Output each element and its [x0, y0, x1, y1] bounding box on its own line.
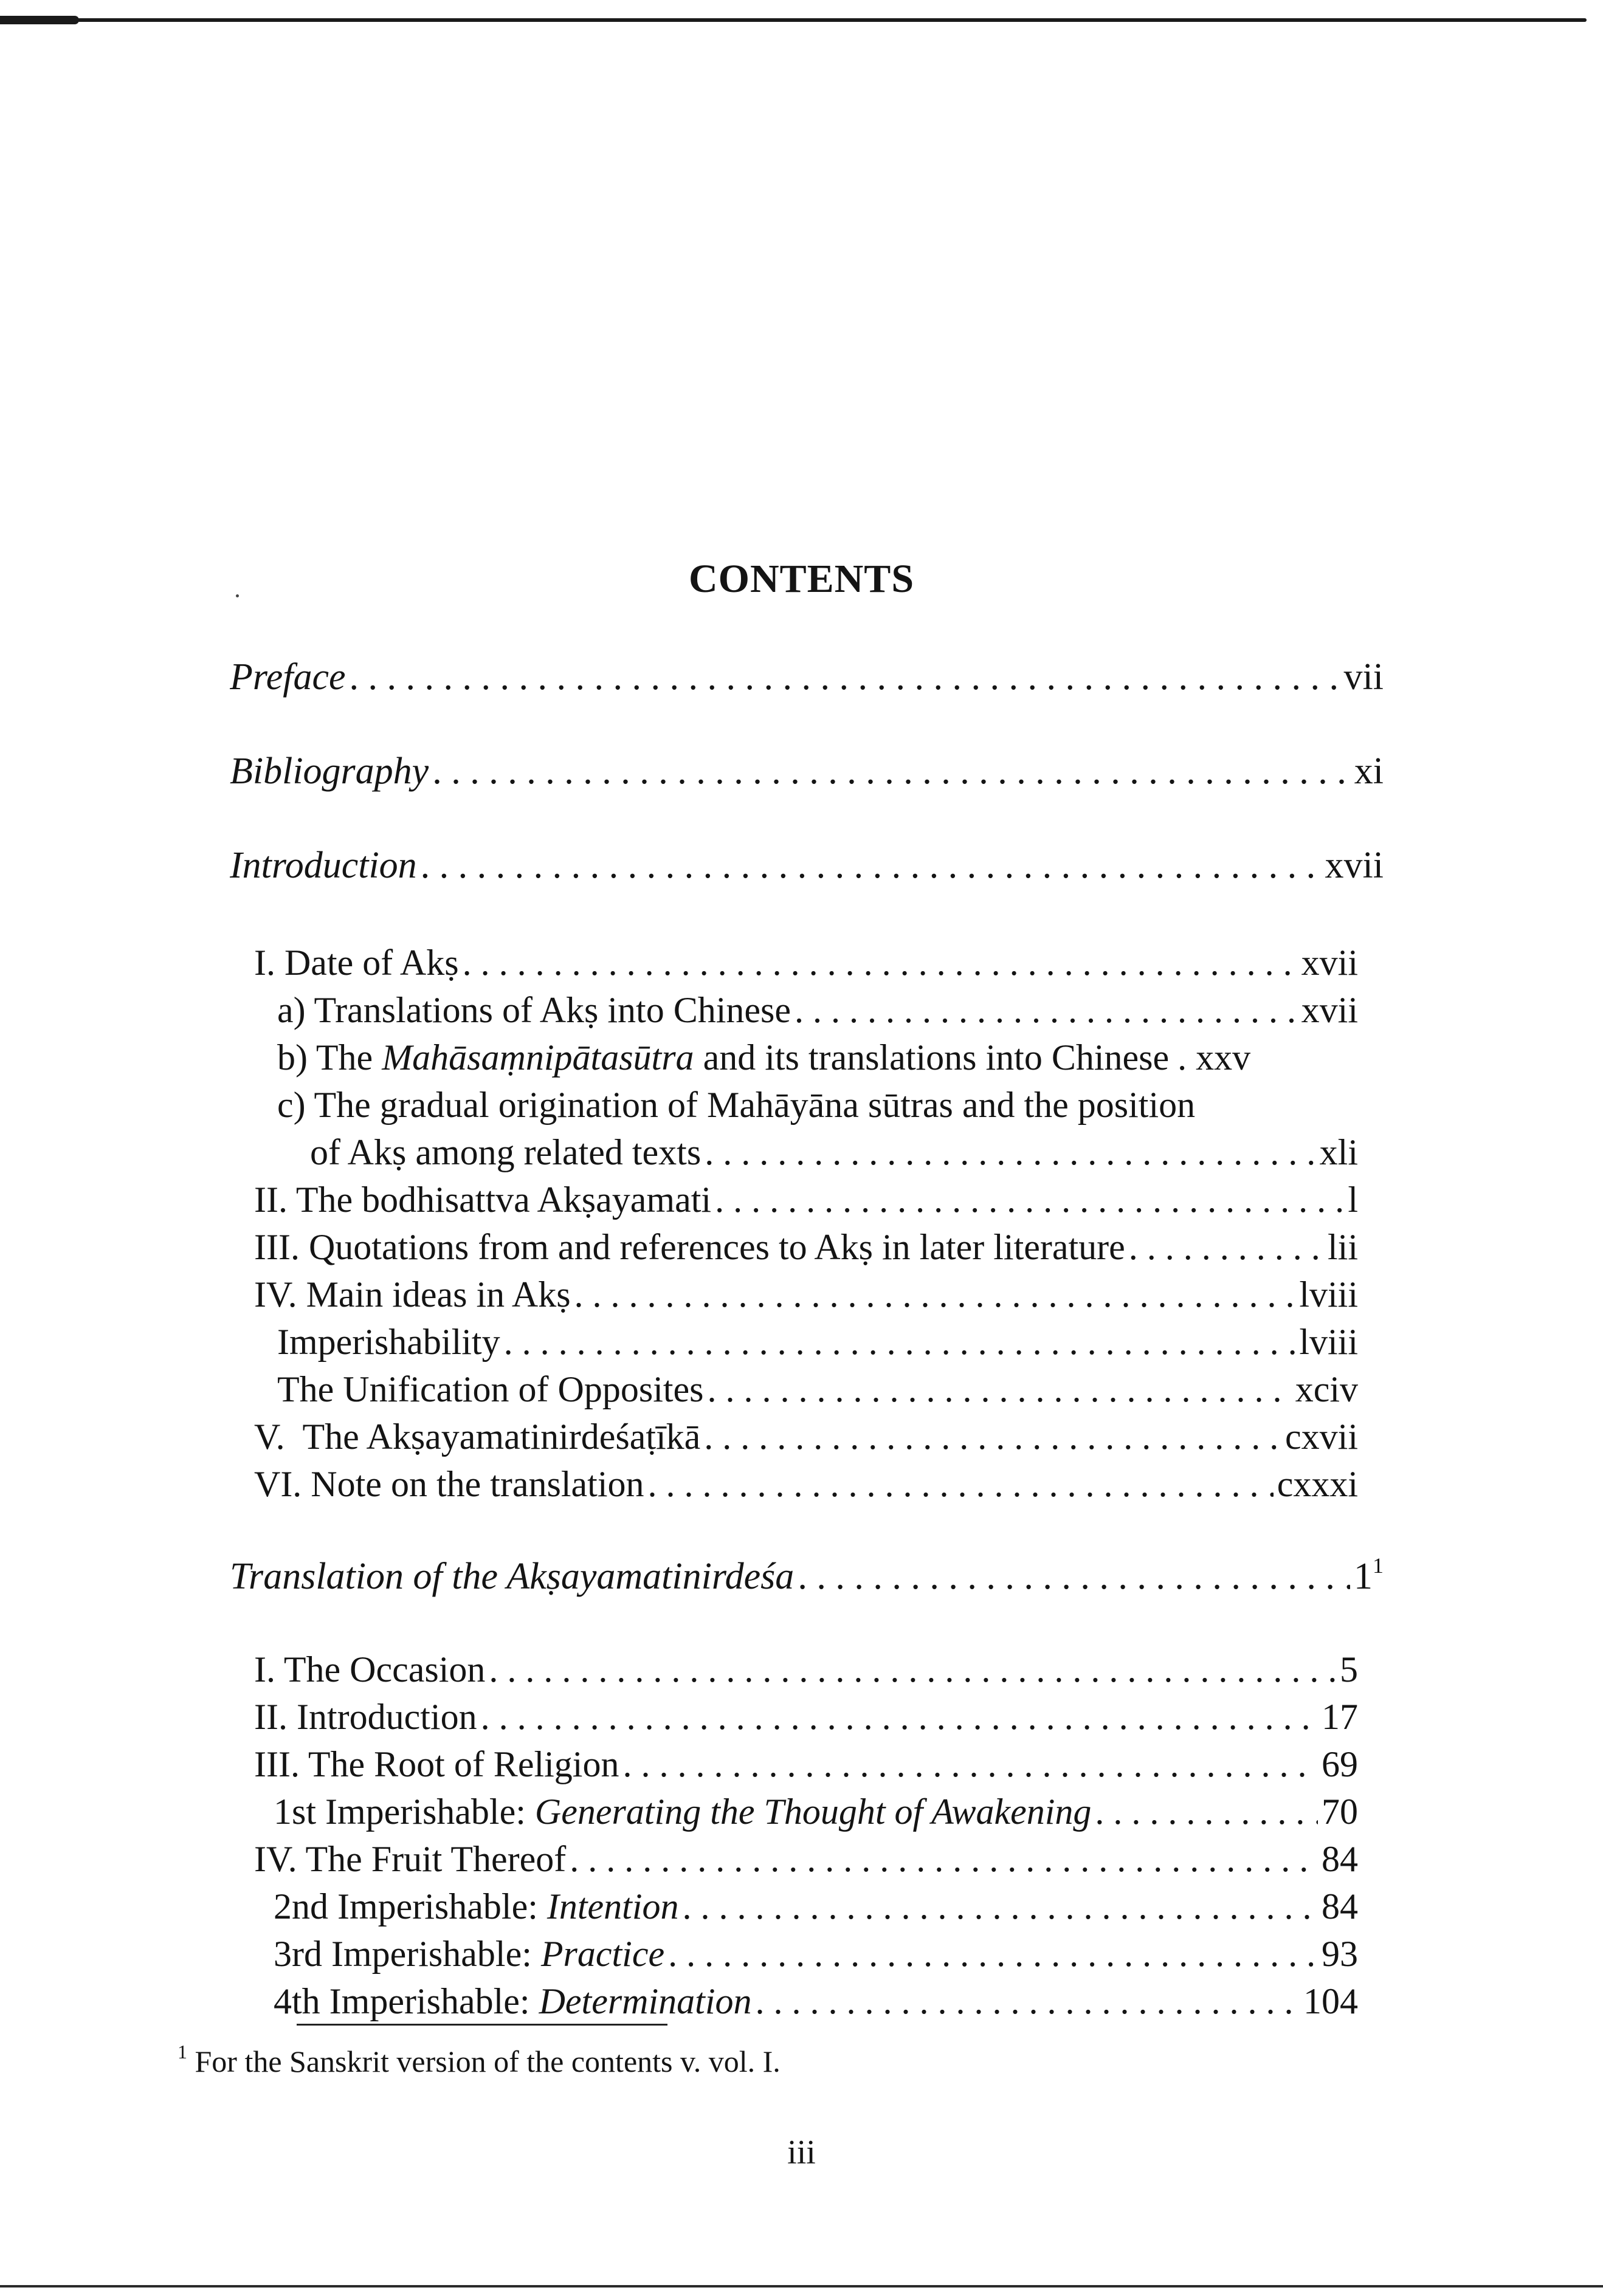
toc-subentry-label: IV. The Fruit Thereof [254, 1839, 567, 1879]
italic-title: Determination [539, 1981, 752, 2021]
leader-dots [1095, 1788, 1318, 1835]
top-edge-rule-head [0, 16, 79, 24]
toc-subentry-label: 3rd Imperishable: Practice [274, 1934, 665, 1974]
leader-dots [705, 1129, 1315, 1176]
toc-subentry-page: 5 [1340, 1649, 1358, 1689]
leader-dots [683, 1883, 1318, 1930]
toc-subentry[interactable] [274, 1978, 1358, 2025]
toc-entry-page: $1^1$ [1354, 1553, 1384, 1597]
toc-subentry[interactable] [254, 1693, 1358, 1741]
leader-dots [574, 1271, 1296, 1318]
toc-subentry-label: b) The Mahāsaṃnipātasūtra and its translations into Chinese [277, 1037, 1170, 1078]
leader-dots [463, 939, 1298, 986]
toc-subentry-page: lii [1327, 1227, 1358, 1267]
toc-subentry[interactable] [277, 1318, 1358, 1366]
leader-dots [489, 1646, 1336, 1693]
toc-subentry-page: xciv [1295, 1369, 1358, 1409]
toc-subentry-page: cxvii [1285, 1417, 1358, 1457]
toc-subentry-label: II. The bodhisattva Akṣayamati [254, 1180, 712, 1220]
toc-subentry[interactable] [254, 939, 1358, 986]
toc-subentry-label: V. The Akṣayamatinirdeśaṭīkā [254, 1417, 701, 1457]
toc-entry-page: vii [1343, 656, 1384, 698]
footnote-marker: 1 [1373, 1553, 1384, 1578]
toc-subentry-page: 93 [1322, 1934, 1358, 1974]
contents-title: CONTENTS [688, 557, 915, 601]
toc-subentry-label: VI. Note on the translation [254, 1464, 644, 1504]
leader-dots [432, 748, 1351, 795]
toc-subentry[interactable] [277, 1034, 1358, 1081]
leader-dots [798, 1553, 1350, 1600]
toc-entry-label: Bibliography [230, 751, 429, 792]
leader-dots [504, 1318, 1296, 1366]
toc-entry-introduction[interactable] [230, 842, 1384, 889]
toc-entry-page: xvii [1325, 845, 1384, 886]
bottom-edge-rule [0, 2285, 1603, 2287]
toc-subentry-page: cxxxi [1277, 1464, 1358, 1504]
toc-subentry[interactable] [274, 1883, 1358, 1930]
page-number: iii [787, 2134, 816, 2171]
toc-subentry[interactable] [254, 1741, 1358, 1788]
toc-subentry[interactable] [310, 1129, 1358, 1176]
toc-subentry-page: 17 [1322, 1697, 1358, 1737]
leader-dots [570, 1835, 1318, 1883]
toc-subentry-label: The Unification of Opposites [277, 1369, 704, 1409]
toc-entry-preface[interactable] [230, 653, 1384, 701]
toc-subentry-page: xvii [1301, 943, 1358, 983]
toc-subentry[interactable] [254, 1835, 1358, 1883]
toc-subentry-page: l [1348, 1180, 1358, 1220]
toc-subentry[interactable] [274, 1930, 1358, 1978]
toc-entry-bibliography[interactable] [230, 748, 1384, 795]
toc-subentry-label: 2nd Imperishable: Intention [274, 1886, 679, 1927]
top-edge-rule [0, 18, 1587, 22]
toc-subentry-page: lviii [1299, 1322, 1358, 1362]
toc-subentry[interactable] [254, 1646, 1358, 1693]
toc-entry-label: Preface [230, 656, 346, 698]
leader-dots [622, 1741, 1318, 1788]
leader-dots [668, 1930, 1318, 1978]
toc-subentry-label: III. The Root of Religion [254, 1744, 619, 1784]
footnote-marker: 1 [178, 2041, 187, 2063]
leader-dots [795, 986, 1298, 1034]
toc-subentry-label: I. The Occasion [254, 1649, 486, 1689]
toc-subentry-label: II. Introduction [254, 1697, 477, 1737]
italic-title: Mahāsaṃnipātasūtra [382, 1037, 694, 1078]
toc-subentry[interactable] [254, 1413, 1358, 1460]
toc-subentry-label: c) The gradual origination of Mahāyāna sūtras and the position [277, 1085, 1196, 1125]
footnote-text: For the Sanskrit version of the contents v. vol. I. [195, 2044, 781, 2078]
leader-dots [648, 1460, 1274, 1508]
toc-entry-page: xi [1354, 751, 1384, 792]
leader-dots [708, 1366, 1292, 1413]
leader-dots [715, 1176, 1344, 1223]
toc-subentry-page: 84 [1322, 1886, 1358, 1927]
toc-subentry-label: Imperishability [277, 1322, 500, 1362]
leader-dots [756, 1978, 1300, 2025]
toc-subentry[interactable] [277, 1366, 1358, 1413]
toc-subentry[interactable] [277, 986, 1358, 1034]
toc-subentry[interactable] [254, 1271, 1358, 1318]
italic-title: Practice [540, 1934, 665, 1974]
italic-title: Generating the Thought of Awakening [534, 1792, 1092, 1832]
leader-dots [1129, 1223, 1324, 1271]
leader-dots [481, 1693, 1318, 1741]
leader-dots [349, 653, 1340, 701]
toc-subentry-page: lviii [1299, 1274, 1358, 1315]
toc-subentry-label: 1st Imperishable: Generating the Thought of Awakening [274, 1792, 1092, 1832]
toc-subentry-page: 84 [1322, 1839, 1358, 1879]
toc-subentry-label: III. Quotations from and references to Akṣ in later literature [254, 1227, 1125, 1267]
leader-dots [704, 1413, 1281, 1460]
toc-subentry-page: xli [1319, 1132, 1358, 1172]
toc-subentry[interactable] [254, 1223, 1358, 1271]
toc-subentry-page: 70 [1322, 1792, 1358, 1832]
toc-subentry[interactable] [274, 1788, 1358, 1835]
toc-subentry-label: I. Date of Akṣ [254, 943, 459, 983]
toc-subentry-page: . xxv [1177, 1037, 1251, 1078]
toc-subentry-label: a) Translations of Akṣ into Chinese [277, 990, 791, 1030]
toc-subentry-page: xvii [1301, 990, 1358, 1030]
toc-entry-translation[interactable] [230, 1553, 1384, 1600]
toc-subentry[interactable] [254, 1176, 1358, 1223]
toc-subentry-label: 4th Imperishable: Determination [274, 1981, 752, 2021]
toc-subentry[interactable] [254, 1460, 1358, 1508]
toc-subentry-page: 69 [1322, 1744, 1358, 1784]
footnote [178, 2043, 781, 2080]
italic-title: Intention [546, 1886, 679, 1927]
footnote-separator [297, 2024, 667, 2026]
toc-entry-label: Introduction [230, 845, 417, 886]
leader-dots [421, 842, 1322, 889]
toc-subentry-label: of Akṣ among related texts [310, 1132, 702, 1172]
toc-subentry-label: IV. Main ideas in Akṣ [254, 1274, 571, 1315]
toc-subentry-page: 104 [1303, 1981, 1358, 2021]
toc-entry-label: Translation of the Akṣayamatinirdeśa [230, 1556, 795, 1597]
